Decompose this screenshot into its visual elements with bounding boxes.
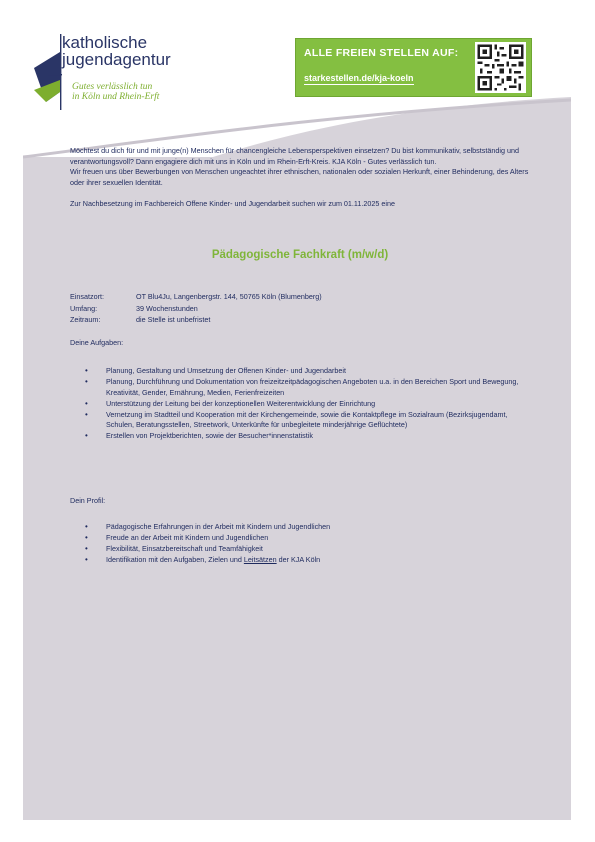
list-item: • Vernetzung im Stadtteil und Kooperation mit der Kirchengemeinde, sowie die Kontaktpflege im Sozialraum (Bezirksjugendamt, Schulen, Beratungsstellen, Streetwork, Unterkünfte für unbegleitete minderjährige Geflüchtete): [70, 410, 530, 431]
info-row-duration: [70, 315, 530, 327]
info-label: Umfang:: [70, 303, 98, 313]
info-label: Einsatzort:: [70, 292, 104, 301]
info-label: Zeitraum:: [70, 315, 101, 324]
list-item: • Planung, Gestaltung und Umsetzung der Offenen Kinder- und Jugendarbeit: [70, 366, 530, 377]
list-item: • Erstellen von Projektberichten, sowie der Besucher*innenstatistik: [70, 431, 530, 442]
list-item: • Pädagogische Erfahrungen in der Arbeit mit Kindern und Jugendlichen: [70, 522, 530, 533]
list-item: • Unterstützung der Leitung bei der konzeptionellen Weiterentwicklung der Einrichtung: [70, 399, 530, 410]
logo-tagline: Gutes verlässlich tun in Köln und Rhein-Erft: [72, 82, 160, 102]
profile-list: [70, 522, 530, 566]
job-posting-content: [70, 146, 530, 564]
info-row-location: [70, 292, 530, 304]
intro-paragraph: Möchtest du dich für und mit junge(n) Menschen für chancengleiche Lebensperspektiven einsetzen? Du bist kommunikativ, selbstständig und verantwortungsvoll? Dann engagiere dich mit uns in Köln und im Rhein-Erft-Kreis. KJA Köln - Gutes verlässlich tun.: [70, 146, 519, 166]
tasks-list: [70, 366, 530, 442]
list-item: • Freude an der Arbeit mit Kindern und Jugendlichen: [70, 533, 530, 544]
banner-title: ALLE FREIEN STELLEN AUF:: [304, 47, 459, 59]
info-value: OT Blu4Ju, Langenbergstr. 144, 50765 Köln (Blumenberg): [136, 292, 322, 301]
vacancy-intro: Zur Nachbesetzung im Fachbereich Offene Kinder- und Jugendarbeit suchen wir zum 01.11.2025 eine: [70, 198, 395, 208]
info-row-hours: [70, 304, 530, 316]
info-value: 39 Wochenstunden: [136, 303, 198, 313]
list-item: • Flexibilität, Einsatzbereitschaft und Teamfähigkeit: [70, 544, 530, 555]
job-portal-banner[interactable]: [295, 38, 532, 97]
profile-heading: Dein Profil:: [70, 496, 106, 505]
job-title: Pädagogische Fachkraft (m/w/d): [211, 249, 389, 261]
list-item: [70, 555, 530, 566]
logo-title: katholische jugendagentur: [62, 33, 171, 69]
diversity-paragraph: Wir freuen uns über Bewerbungen von Menschen ungeachtet ihrer ethnischen, nationalen oder sozialen Herkunft, einer Behinderung, des Alters oder ihrer sexuellen Identität.: [70, 167, 529, 187]
list-item: • Planung, Durchführung und Dokumentation von freizeitzeitpädagogischen Angeboten u.a. in den Bereichen Sport und Bewegung, Kreativität, Gender, Ernährung, Medien, Ferienfreizeiten: [70, 377, 530, 398]
guidelines-link[interactable]: Leitsätzen: [243, 555, 277, 564]
qr-code-icon[interactable]: [475, 42, 526, 93]
list-item-text: der KJA Köln: [276, 555, 321, 564]
list-item-text: Identifikation mit den Aufgaben, Zielen und: [106, 555, 244, 564]
job-info-table: [70, 292, 530, 327]
tasks-heading: Deine Aufgaben:: [70, 338, 124, 347]
info-value: die Stelle ist unbefristet: [136, 315, 211, 324]
banner-url-link[interactable]: starkestellen.de/kja-koeln: [304, 73, 414, 83]
